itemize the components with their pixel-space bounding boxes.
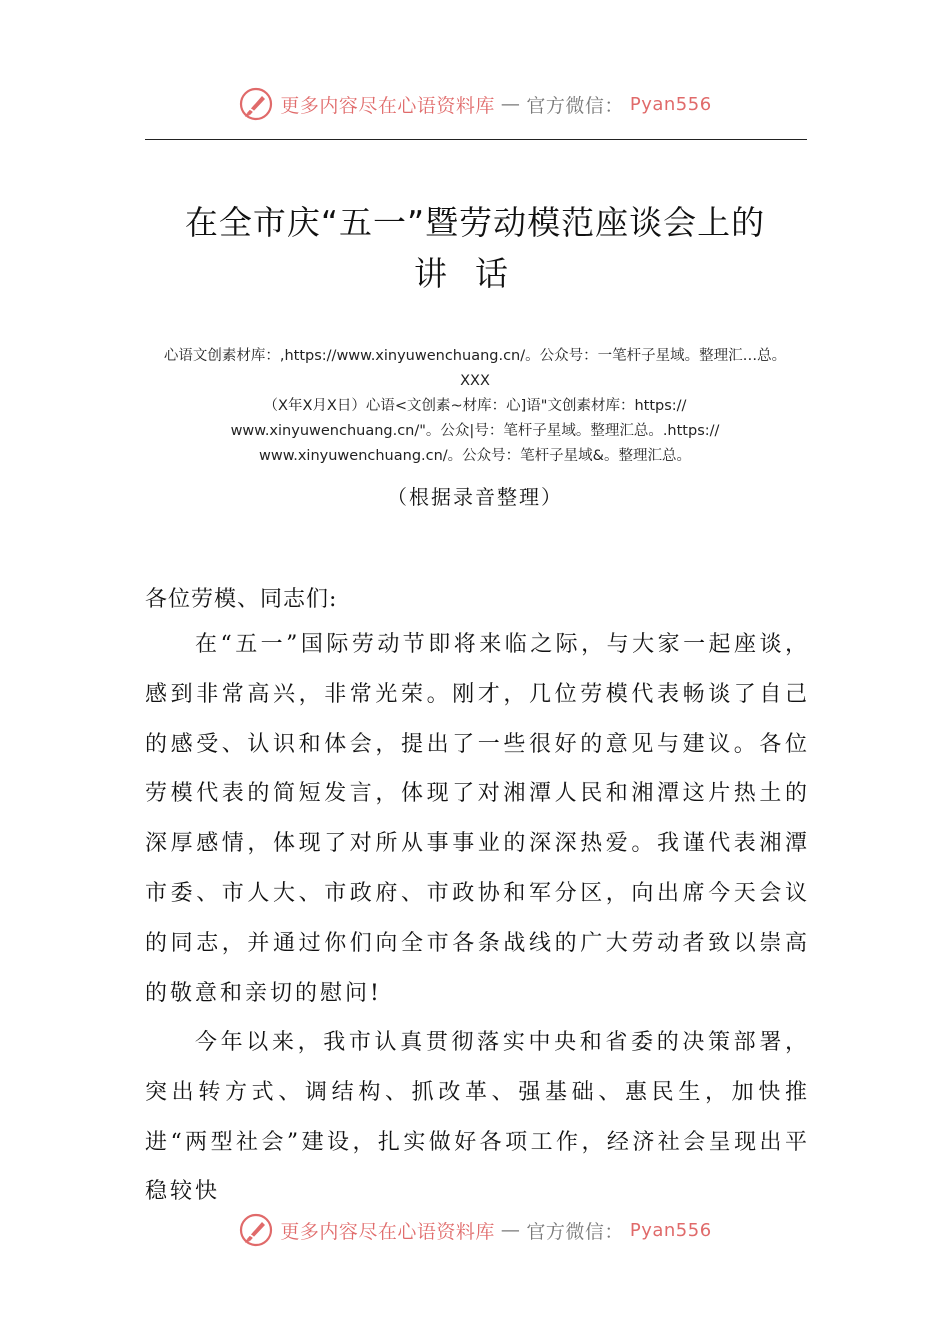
- banner-main-text: 更多内容尽在心语资料库: [280, 1220, 495, 1243]
- recording-note: （根据录音整理）: [387, 485, 563, 509]
- document-title-line2: [100, 249, 850, 299]
- source-meta-line: （X年X月X日）心语<文创素~材库：心]语"文创素材库：https://: [263, 398, 687, 414]
- pen-logo-icon: [238, 86, 274, 122]
- source-meta-line: 心语文创素材库：,https://www.xinyuwenchuang.cn/。公众号：一笔杆子星域。整理汇…总。: [163, 348, 787, 364]
- banner-wechat-id: Pyan556: [629, 93, 712, 115]
- paragraph-text: 今年以来，我市认真贯彻落实中央和省委的决策部署，突出转方式、调结构、抓改革、强基础、惠民生，加快推进“两型社会”建设，扎实做好各项工作，经济社会呈现出平稳较快: [145, 1030, 810, 1205]
- banner-wechat-label: 官方微信：: [526, 1220, 624, 1243]
- salutation: 各位劳模、同志们:: [145, 587, 338, 612]
- source-meta-line: www.xinyuwenchuang.cn/。公众号：笔杆子星域&。整理汇总。: [259, 448, 691, 464]
- header-banner: [0, 84, 950, 124]
- banner-dash: —: [500, 1219, 521, 1241]
- banner-main-text: 更多内容尽在心语资料库: [280, 94, 495, 117]
- banner-dash: —: [500, 93, 521, 115]
- body-paragraph-1: [145, 620, 810, 1018]
- banner-wechat-label: 官方微信：: [526, 94, 624, 117]
- document-title-line1: 在全市庆“五一”暨劳动模范座谈会上的: [184, 203, 766, 242]
- header-divider: [145, 139, 807, 140]
- source-meta-line: www.xinyuwenchuang.cn/"。公众|号：笔杆子星域。整理汇总。.https://: [230, 423, 720, 439]
- source-meta-block-1: [130, 344, 820, 369]
- source-meta-block-2: [130, 369, 820, 394]
- source-meta-block-3: [130, 394, 820, 469]
- paragraph-text: 在“五一”国际劳动节即将来临之际，与大家一起座谈，感到非常高兴，非常光荣。刚才，几位劳模代表畅谈了自己的感受、认识和体会，提出了一些很好的意见与建议。各位劳模代表的简短发言，体现了对湘潭人民和湘潭这片热土的深厚感情，体现了对所从事事业的深深热爱。我谨代表湘潭市委、市人大、市政府、市政协和军分区，向出席今天会议的同志，并通过你们向全市各条战线的广大劳动者致以崇高的敬意和亲切的慰问!: [145, 632, 810, 1006]
- document-title-line2-text: 讲话: [414, 254, 536, 293]
- banner-wechat-id: Pyan556: [629, 1219, 712, 1241]
- pen-logo-icon: [238, 1212, 274, 1248]
- body-paragraph-2: [145, 1018, 810, 1217]
- footer-banner: [0, 1210, 950, 1250]
- source-meta-line: XXX: [460, 373, 490, 389]
